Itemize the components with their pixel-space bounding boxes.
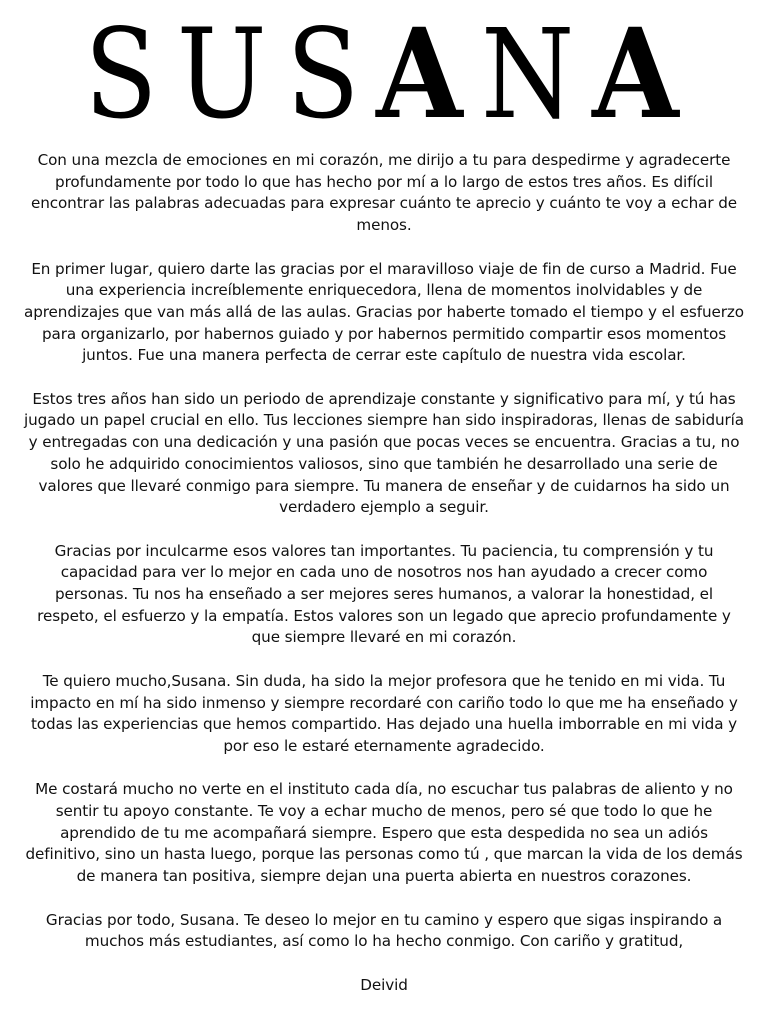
letter-paragraph: Me costará mucho no verte en el instituto cada día, no escuchar tus palabras de aliento y no sentir tu apoyo constante. Te voy a echar mucho de menos, pero sé que todo lo que he aprendido de tu me acompañará siempre. Espero que esta despedida no sea un adiós definitivo, sino un hasta luego, porque las personas como tú , que marcan la vida de los demás de manera tan positiva, siempre dejan una puerta abierta en nuestros corazones. xyxy=(25,780,743,886)
title-letter: A xyxy=(375,2,468,147)
title-letter: S xyxy=(286,3,365,147)
letter-paragraph: Gracias por todo, Susana. Te deseo lo mejor en tu camino y espero que sigas inspirando a muchos más estudiantes, así como lo ha hecho conmigo. Con cariño y gratitud, xyxy=(45,910,723,951)
title-letter: S xyxy=(84,3,163,147)
page-title xyxy=(0,0,768,150)
title-letter: N xyxy=(480,3,580,147)
letter-paragraph: En primer lugar, quiero darte las gracias por el maravilloso viaje de fin de curso a Madrid. Fue una experiencia increíblemente enriquecedora, llena de momentos inolvidables y de aprendizajes que van más allá de las aulas. Gracias por haberte tomado el tiempo y el esfuerzo para organizarlo, por habernos guiado y por habernos permitido compartir esos momentos juntos. Fue una manera perfecta de cerrar este capítulo de nuestra vida escolar. xyxy=(24,259,744,365)
letter-paragraph: Con una mezcla de emociones en mi corazón, me dirijo a tu para despedirme y agradecerte profundamente por todo lo que has hecho por mí a lo largo de estos tres años. Es difícil encontrar las palabras adecuadas para expresar cuánto te aprecio y cuánto te voy a echar de menos. xyxy=(30,151,738,235)
letter-paragraph: Te quiero mucho,Susana. Sin duda, ha sido la mejor profesora que he tenido en mi vida. Tu impacto en mí ha sido inmenso y siempre recordaré con cariño todo lo que me ha enseñado y todas las experiencias que hemos compartido. Has dejado una huella imborrable en mi vida y por eso le estaré eternamente agradecido. xyxy=(30,671,738,755)
letter-paragraph: Estos tres años han sido un periodo de aprendizaje constante y significativo para mí, y tú has jugado un papel crucial en ello. Tus lecciones siempre han sido inspiradoras, llenas de sabiduría y entregadas con una dedicación y una pasión que pocas veces se encuentra. Gracias a tu, no solo he adquirido conocimientos valiosos, sino que también he desarrollado una serie de valores que llevaré conmigo para siempre. Tu manera de enseñar y de cuidarnos ha sido un verdadero ejemplo a seguir. xyxy=(23,389,744,517)
signature: Deivid xyxy=(360,975,408,994)
letter-paragraph: Gracias por inculcarme esos valores tan importantes. Tu paciencia, tu comprensión y tu capacidad para ver lo mejor en cada uno de nosotros nos han ayudado a crecer como personas. Tu nos ha enseñado a ser mejores seres humanos, a valorar la honestidad, el respeto, el esfuerzo y la empatía. Estos valores son un legado que aprecio profundamente y que siempre llevaré en mi corazón. xyxy=(37,541,731,647)
title-letter: A xyxy=(592,2,685,147)
title-letter: U xyxy=(177,3,273,147)
letter-body xyxy=(22,150,746,1018)
